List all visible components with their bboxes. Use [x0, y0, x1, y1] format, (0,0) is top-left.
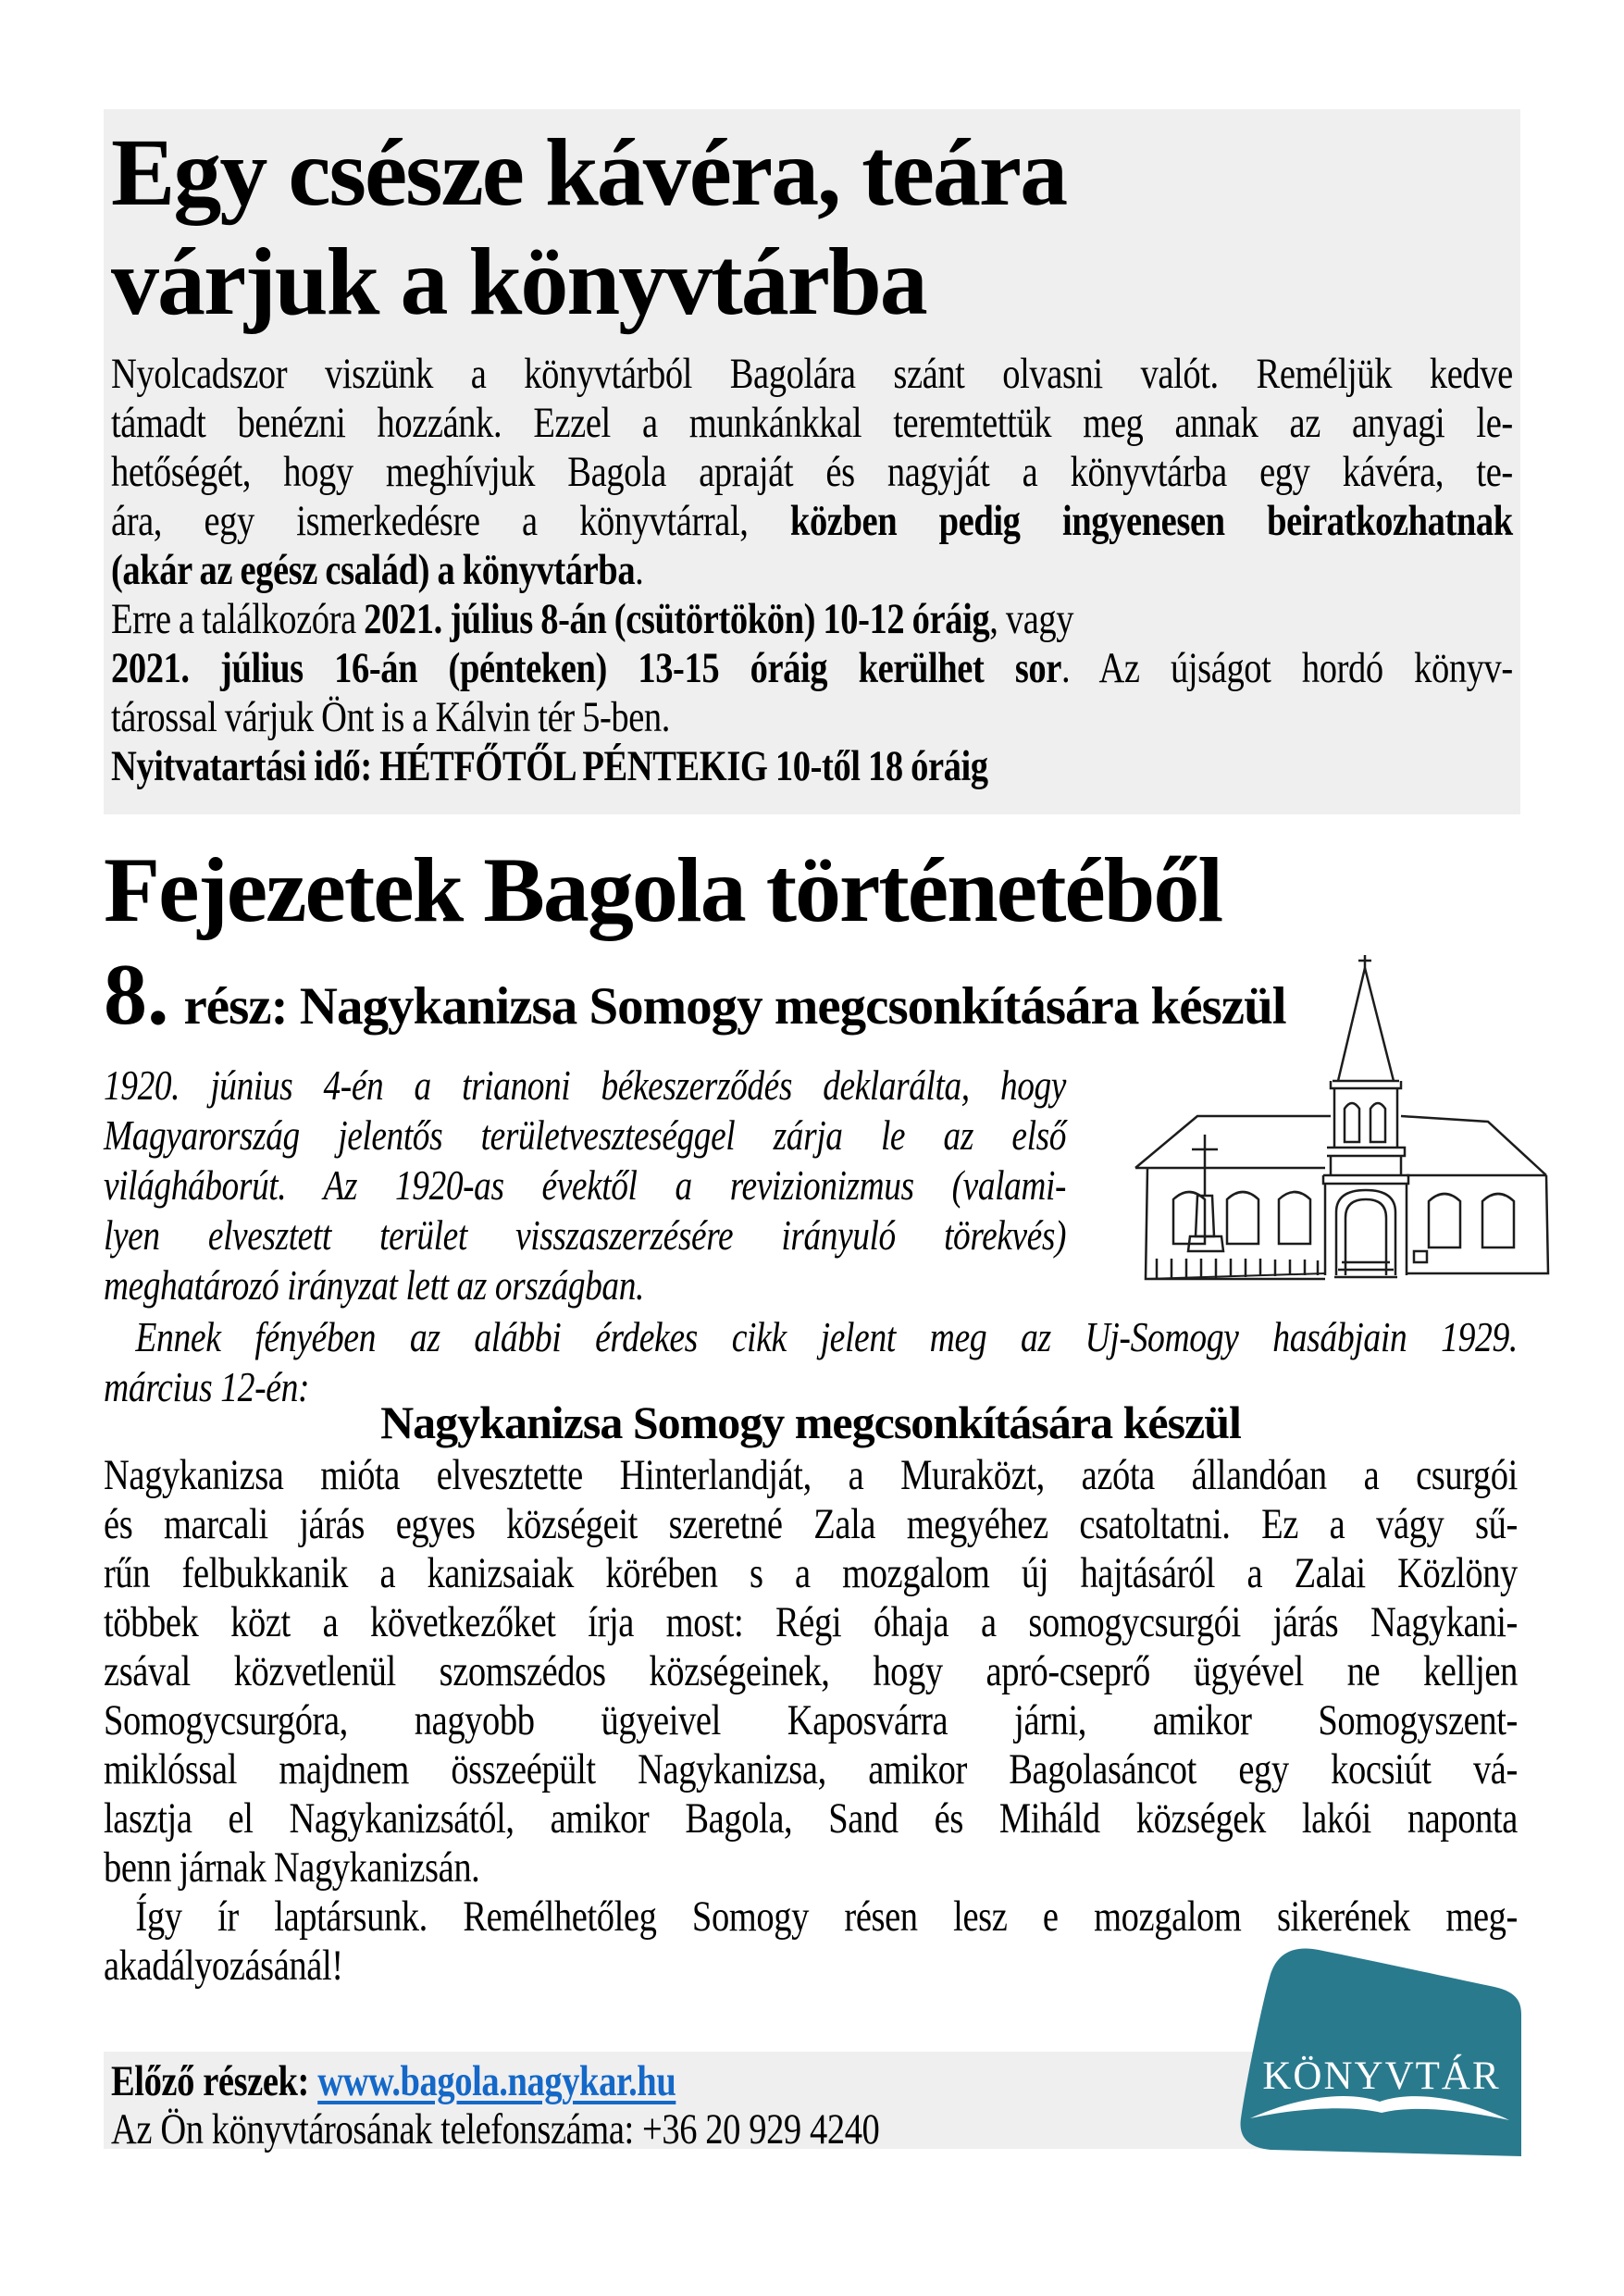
logo-wordmark: KÖNYVTÁR [1262, 2054, 1501, 2098]
text-line [111, 546, 1513, 595]
main-title-line2: várjuk a könyvtárba [111, 229, 926, 335]
text-segment-bold: közben pedig ingyenesen beiratkozhatnak [789, 497, 1513, 545]
previous-parts-label: Előző részek: [111, 2057, 318, 2105]
intro-paragraph [111, 350, 1520, 791]
text-line: benn járnak Nagykanizsán. [104, 1843, 480, 1892]
text-segment: , vagy [989, 595, 1074, 643]
part-number: 8. [104, 947, 169, 1043]
text-line: lyen elvesztett terület visszaszerzésére irányuló törekvés) [104, 1211, 1066, 1259]
text-line [111, 497, 1513, 546]
text-segment: . [635, 546, 644, 594]
main-title-line1: Egy csésze kávéra, teára [111, 119, 1067, 226]
text-line: 1920. június 4-én a trianoni békeszerződés deklarálta, hogy [104, 1061, 1066, 1109]
text-line [111, 644, 1513, 693]
intro-panel [104, 109, 1520, 814]
text-line: március 12-én: [104, 1363, 310, 1410]
text-segment-bold: 2021. július 16-án (pénteken) 13-15 óráig kerülhet sor [111, 644, 1061, 692]
text-segment: ára, egy ismerkedésre a könyvtárral, [111, 497, 790, 545]
text-line: többek közt a következőket írja most: Régi óhaja a somogycsurgói járás Nagykani- [104, 1598, 1518, 1646]
section-heading: Fejezetek Bagola történetéből [104, 838, 1222, 941]
text-line: Így ír laptársunk. Remélhetőleg Somogy résen lesz e mozgalom sikerének meg- [135, 1893, 1518, 1941]
text-segment-bold: 2021. július 8-án (csütörtökön) 10-12 óráig [364, 595, 990, 643]
article-heading: Nagykanizsa Somogy megcsonkítására készül [380, 1396, 1241, 1448]
logo-card-shape [1241, 1948, 1521, 2156]
main-title [104, 109, 1520, 337]
text-line: Ennek fényében az alábbi érdekes cikk jelent meg az Uj-Somogy hasábjain 1929. [135, 1313, 1518, 1360]
part-subheading [104, 947, 1286, 1043]
church-illustration [1120, 953, 1555, 1286]
text-line: Magyarország jelentős területveszteséggel zárja le az első [104, 1111, 1066, 1159]
text-segment-bold: (akár az egész család) a könyvtárba [111, 546, 636, 594]
phone-line: Az Ön könyvtárosának telefonszáma: +36 20 929 4240 [111, 2105, 880, 2153]
text-line [111, 595, 1513, 644]
text-segment: . Az újságot hordó könyv- [1060, 644, 1513, 692]
text-line: meghatározó irányzat lett az országban. [104, 1261, 644, 1309]
library-logo-icon [1235, 1930, 1524, 2156]
library-logo [1235, 1930, 1524, 2156]
text-line: Nagykanizsa mióta elvesztette Hinterlandját, a Muraközt, azóta állandóan a csurgói [104, 1451, 1518, 1499]
text-line: világháborút. Az 1920-as évektől a revizionizmus (valami- [104, 1161, 1066, 1209]
text-line: Nyolcadszor viszünk a könyvtárból Bagolára szánt olvasni valót. Reméljük kedve [111, 350, 1513, 398]
history-lead-paragraph [104, 1061, 1288, 1310]
text-line: rűn felbukkanik a kanizsaiak körében s a mozgalom új hajtásáról a Zalai Közlöny [104, 1549, 1518, 1597]
opening-hours-line: Nyitvatartási idő: HÉTFŐTŐL PÉNTEKIG 10-től 18 óráig [111, 742, 988, 790]
article-body [104, 1451, 1624, 1991]
text-line: tárossal várjuk Önt is a Kálvin tér 5-ben. [111, 693, 671, 741]
text-line: akadályozásánál! [104, 1942, 343, 1990]
text-line: hetőségét, hogy meghívjuk Bagola apraját és nagyját a könyvtárba egy kávéra, te- [111, 448, 1513, 496]
text-line: támadt benézni hozzánk. Ezzel a munkánkkal teremtettük meg annak az anyagi le- [111, 399, 1513, 447]
previous-parts-link[interactable]: www.bagola.nagykar.hu [317, 2057, 676, 2105]
text-segment: Erre a találkozóra [111, 595, 365, 643]
text-line: Somogycsurgóra, nagyobb ügyeivel Kaposvárra járni, amikor Somogyszent- [104, 1696, 1518, 1744]
text-line: és marcali járás egyes községeit szeretné Zala megyéhez csatoltatni. Ez a vágy sű- [104, 1500, 1518, 1548]
part-title: rész: Nagykanizsa Somogy megcsonkítására készül [183, 977, 1286, 1036]
text-line: miklóssal majdnem összeépült Nagykanizsa, amikor Bagolasáncot egy kocsiút vá- [104, 1745, 1518, 1793]
text-line: lasztja el Nagykanizsától, amikor Bagola, Sand és Miháld községek lakói naponta [104, 1794, 1518, 1843]
text-line: zsával közvetlenül szomszédos községeinek, hogy apró-cseprő ügyével ne kelljen [104, 1647, 1518, 1695]
church-icon [1120, 953, 1555, 1286]
